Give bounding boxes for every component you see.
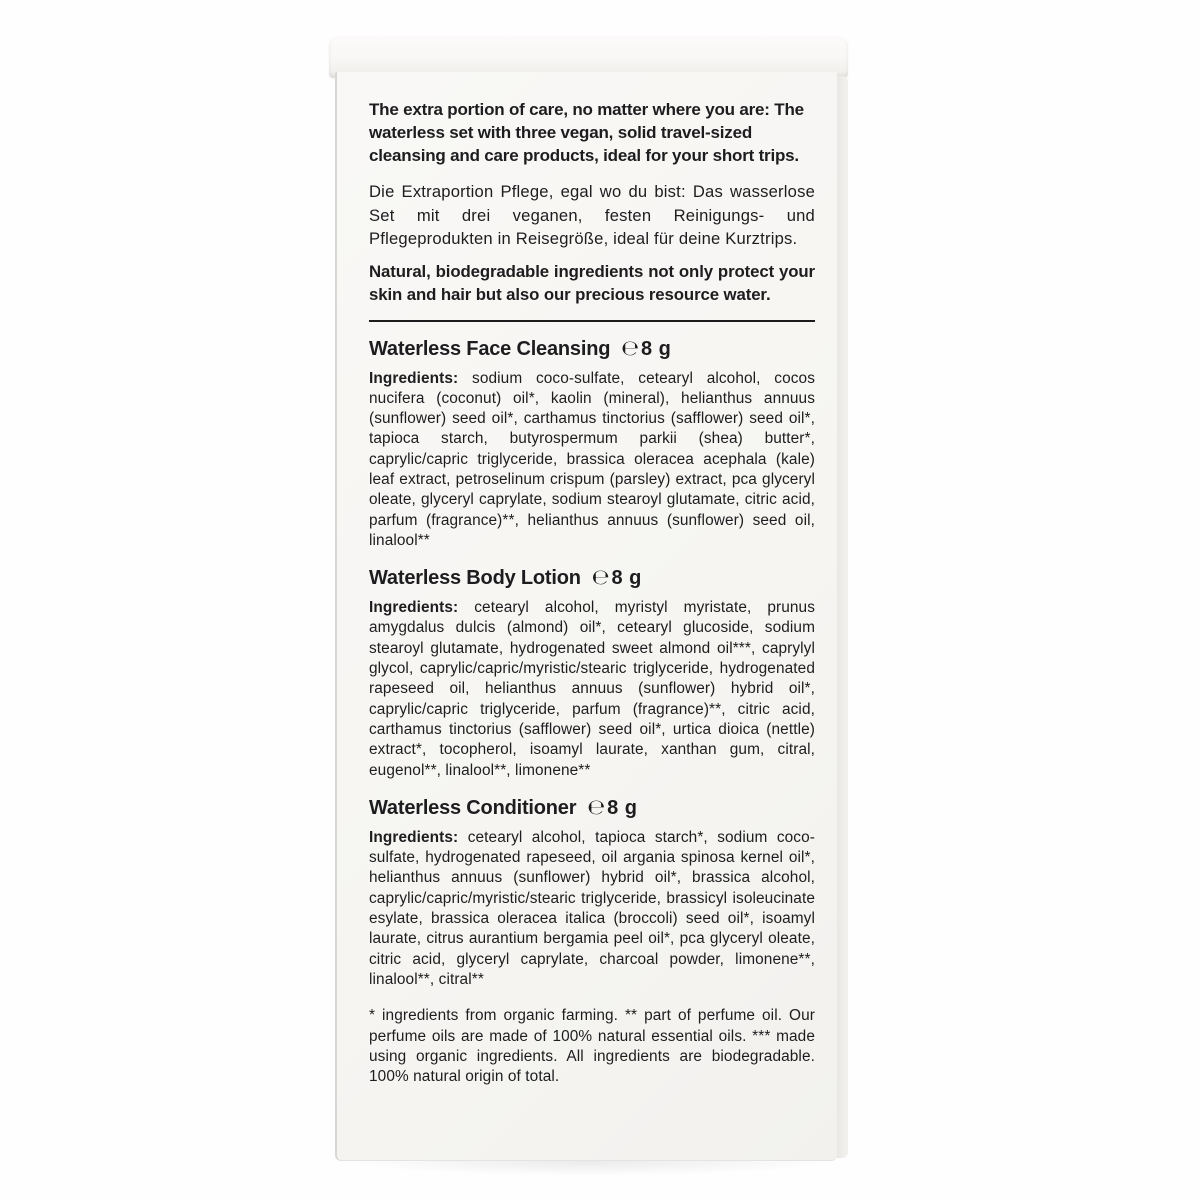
product-name: Waterless Face Cleansing <box>369 337 611 360</box>
ingredients-label: Ingredients: <box>369 599 459 617</box>
sustainability-claim-paragraph: Natural, biodegradable ingredients not only protect your skin and hair but also our precious resource water. <box>369 261 815 304</box>
box-back-panel <box>335 72 837 1161</box>
net-weight: 8 g <box>611 567 642 590</box>
section-divider-line <box>369 320 815 322</box>
product-title-body-lotion <box>369 564 815 591</box>
footnotes-paragraph: * ingredients from organic farming. ** part of perfume oil. Our perfume oils are made of 100% natural essential oils. *** made using organic ingredients. All ingredients are biodegradable. 100% natural origin of total. <box>369 1007 815 1086</box>
ingredients-paragraph-face-cleansing <box>369 369 815 552</box>
net-weight: 8 g <box>640 337 672 360</box>
product-name: Waterless Conditioner <box>369 796 577 819</box>
product-name: Waterless Body Lotion <box>369 567 581 590</box>
ingredients-paragraph-conditioner <box>369 828 815 990</box>
ingredients-list: cetearyl alcohol, myristyl myristate, prunus amygdalus dulcis (almond) oil*, cetearyl glucoside, sodium stearoyl glutamate, hydrogenated sweet almond oil***, caprylyl glycol, caprylic/capric/myristic/stearic triglyceride, hydrogenated rapeseed oil, helianthus annuus (sunflower) hybrid oil*, caprylic/capric triglyceride, parfum (fragrance)**, citric acid, carthamus tinctorius (safflower) seed oil*, urtica dioica (nettle) extract*, tocopherol, isoamyl laurate, xanthan gum, citral, eugenol**, linalool**, limonene** <box>369 599 815 779</box>
ingredients-label: Ingredients: <box>369 369 459 387</box>
net-weight: 8 g <box>607 796 638 819</box>
ingredients-list: sodium coco-sulfate, cetearyl alcohol, cocos nucifera (coconut) oil*, kaolin (mineral), helianthus annuus (sunflower) seed oil*, carthamus tinctorius (safflower) seed oil*, tapioca starch, butyrospermum parkii (shea) butter*, caprylic/capric triglyceride, brassica oleracea acephala (kale) leaf extract, petroselinum crispum (parsley) extract, pca glyceryl oleate, glyceryl caprylate, sodium stearoyl glutamate, citric acid, parfum (fragrance)**, helianthus annuus (sunflower) seed oil, linalool** <box>369 369 815 549</box>
box-right-side-panel <box>836 76 848 1158</box>
ingredients-label: Ingredients: <box>369 828 459 846</box>
intro-paragraph-german: Die Extraportion Pflege, egal wo du bist: Das wasserlose Set mit drei veganen, festen Reinigungs- und Pflegeprodukten in Reisegröße, ideal für deine Kurztrips. <box>369 182 815 248</box>
product-title-face-cleansing <box>369 335 815 362</box>
ingredients-list: cetearyl alcohol, tapioca starch*, sodium coco-sulfate, hydrogenated rapeseed, oil argania spinosa kernel oil*, helianthus annuus (sunflower) hybrid oil*, brassica alcohol, caprylic/capric/myristic/stearic triglyceride, brassicyl isoleucinate esylate, brassica oleracea italica (broccoli) seed oil*, isoamyl laurate, citrus aurantium bergamia peel oil*, pca glyceryl oleate, citric acid, glyceryl caprylate, charcoal powder, limonene**, linalool**, citral** <box>369 828 815 988</box>
ingredients-paragraph-body-lotion <box>369 598 815 781</box>
estimated-sign-icon: ℮ <box>587 794 606 819</box>
intro-paragraph-english: The extra portion of care, no matter where you are: The waterless set with three vegan, solid travel-sized cleansing and care products, ideal for your short trips. <box>369 100 804 165</box>
estimated-sign-icon: ℮ <box>621 335 639 360</box>
estimated-sign-icon: ℮ <box>591 565 610 590</box>
product-title-conditioner <box>369 794 815 821</box>
